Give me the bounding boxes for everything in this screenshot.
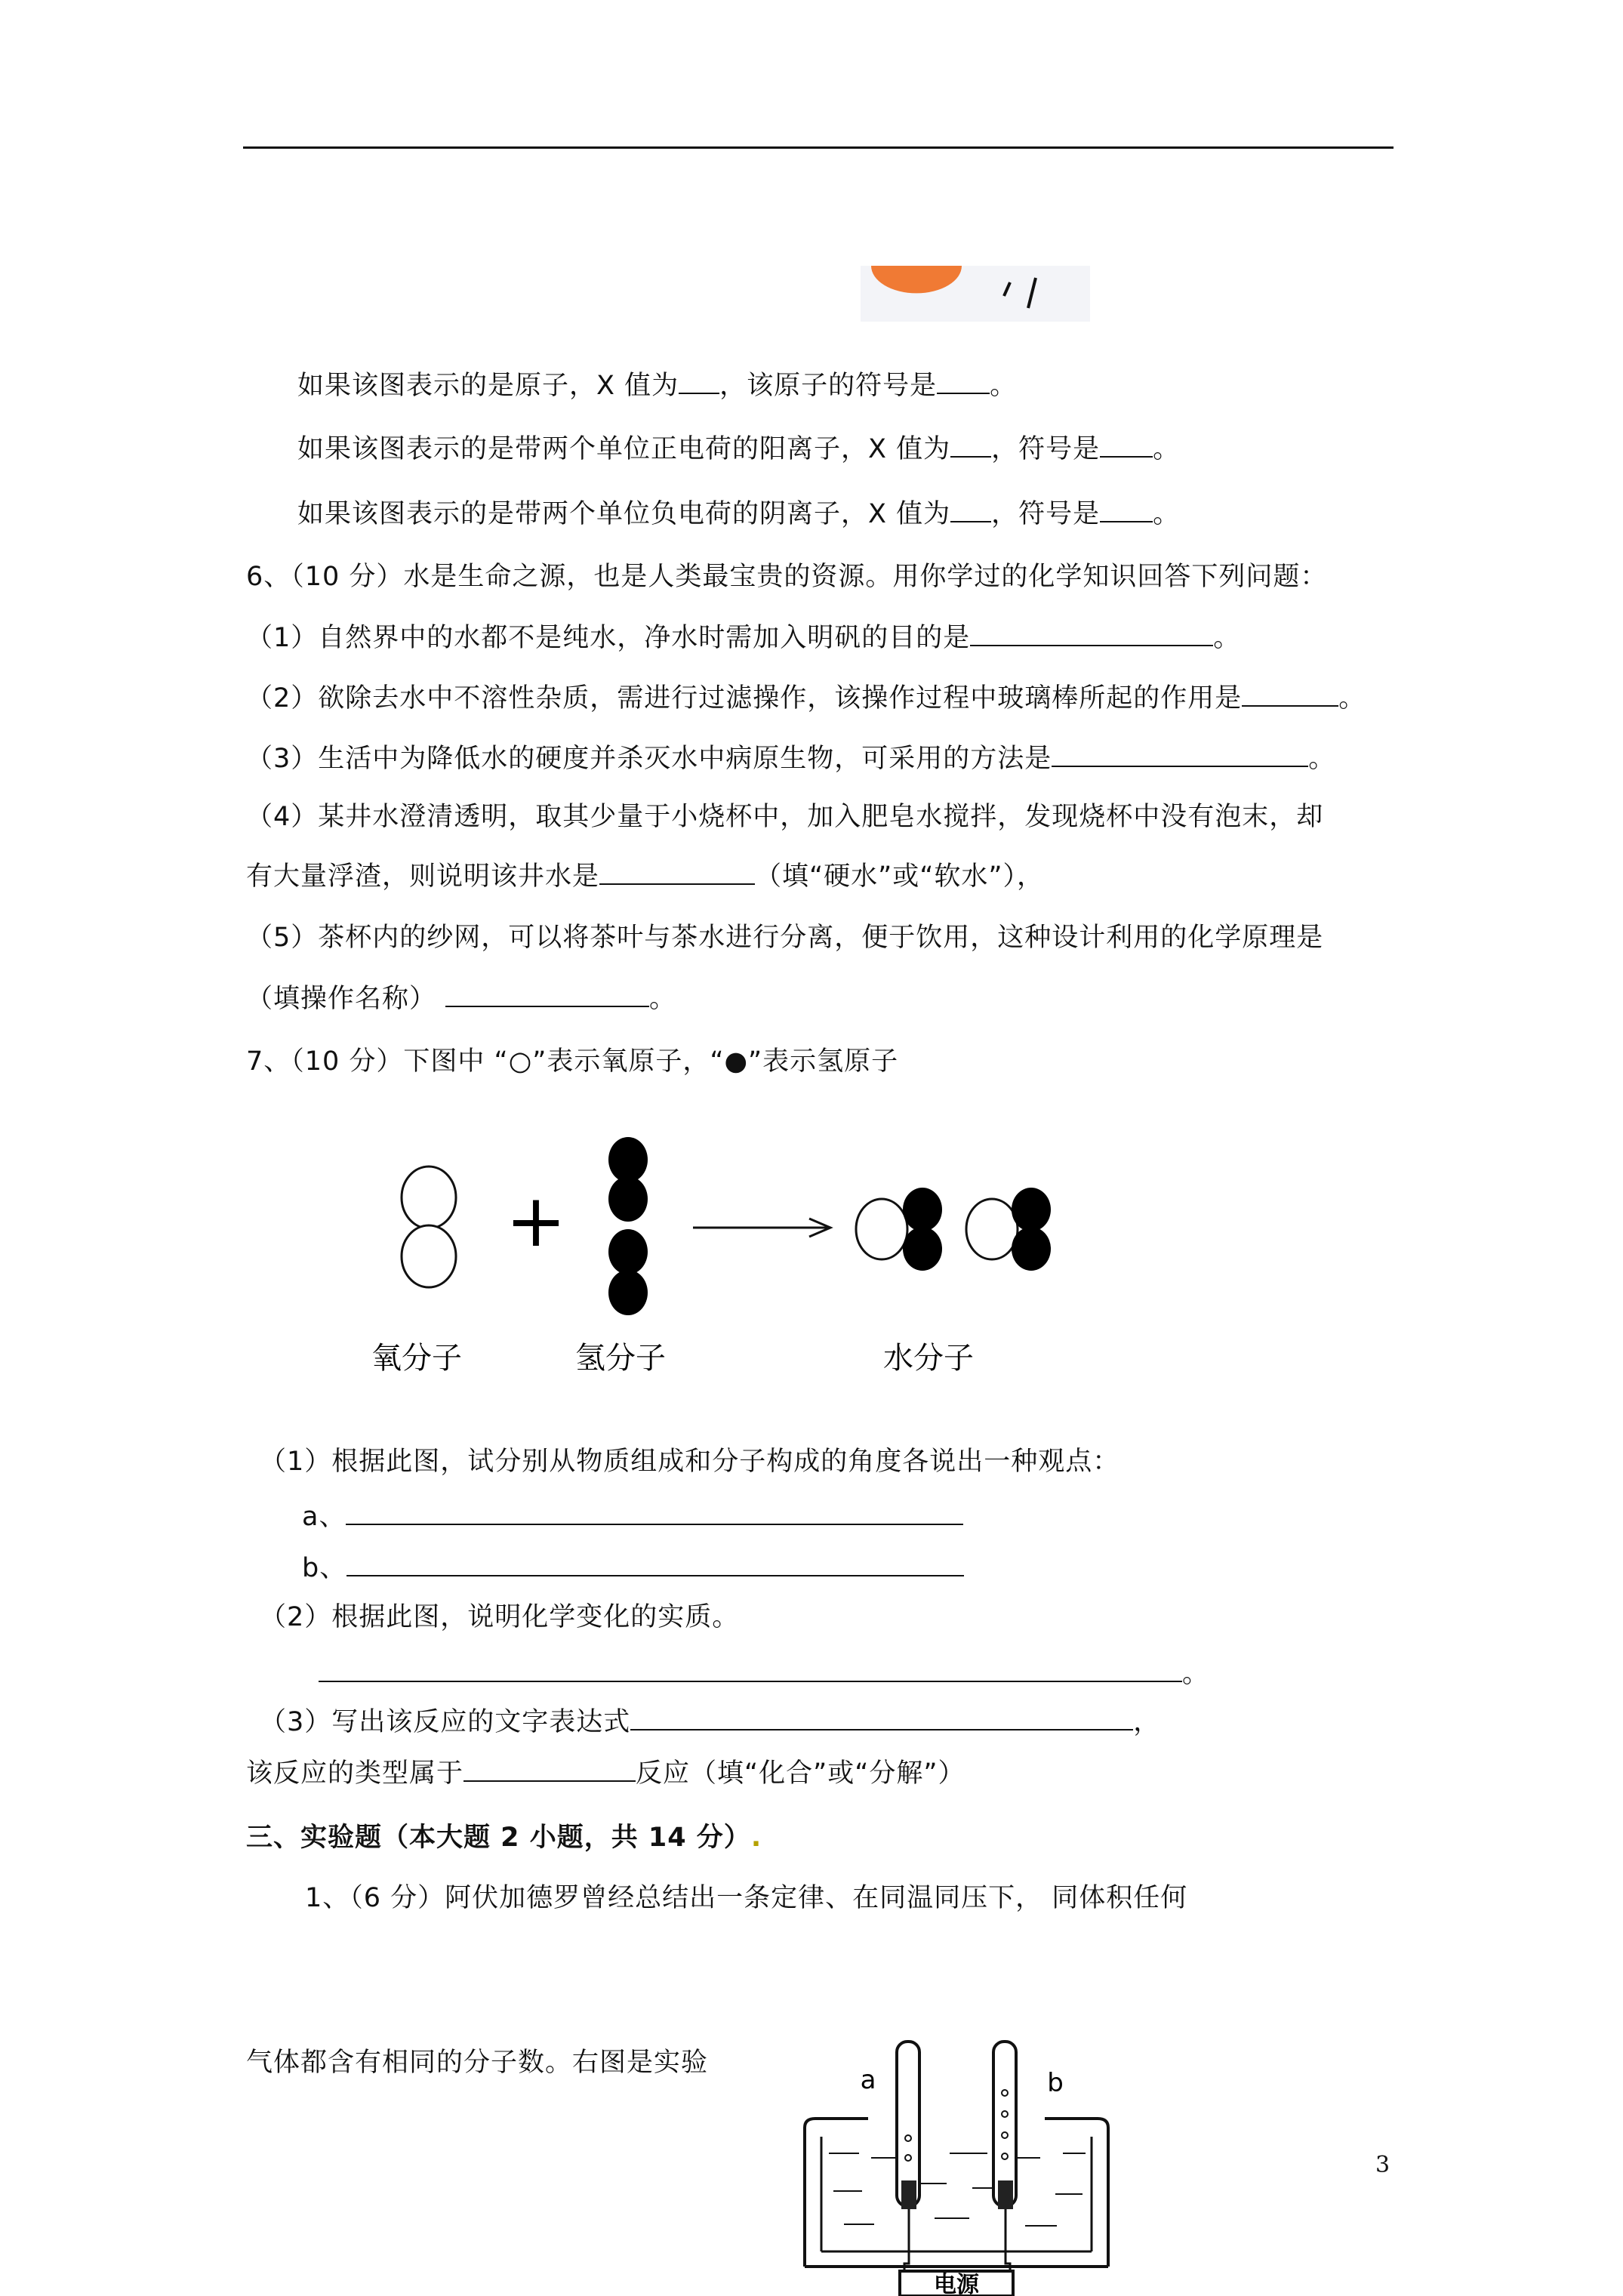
question-line	[246, 858, 1044, 895]
question-line	[246, 980, 676, 1017]
electrolysis-apparatus	[799, 2040, 1116, 2296]
water-molecule	[966, 1188, 1051, 1271]
text: 。	[1182, 1659, 1210, 1689]
answer-blank[interactable]	[630, 1703, 1133, 1730]
text: a、	[302, 1502, 346, 1532]
hydrogen-atom	[608, 1176, 648, 1222]
hydrogen-atom	[608, 1137, 648, 1182]
answer-blank[interactable]	[937, 367, 990, 394]
text: （2）欲除去水中不溶性杂质，需进行过滤操作，该操作过程中玻璃棒所起的作用是	[246, 683, 1243, 713]
hydrogen-atom	[903, 1227, 942, 1271]
page-number: 3	[1375, 2152, 1390, 2178]
question-line	[297, 495, 1180, 532]
answer-blank[interactable]	[319, 1655, 1182, 1682]
oxygen-atom	[402, 1166, 456, 1228]
text: 。	[990, 371, 1018, 401]
oxygen-atom	[402, 1225, 456, 1287]
text: （填操作名称）	[246, 984, 437, 1014]
text: 。	[1213, 623, 1241, 653]
answer-blank[interactable]	[950, 495, 991, 522]
oxygen-molecule	[402, 1166, 456, 1287]
answer-blank[interactable]	[1052, 740, 1308, 767]
text: ，	[1133, 1707, 1161, 1737]
text: 如果该图表示的是带两个单位正电荷的阳离子，X 值为	[297, 434, 951, 464]
wire	[901, 2209, 909, 2280]
question-7-title: 7、（10 分）下图中 “○”表示氧原子，“●”表示氢原子	[246, 1046, 899, 1077]
section-heading	[246, 1820, 762, 1856]
text: 。	[1338, 683, 1366, 713]
text: ，该原子的符号是	[719, 371, 938, 401]
answer-blank[interactable]	[1100, 430, 1153, 458]
reaction-diagram	[347, 1125, 1072, 1382]
water-molecule-label: 水分子	[883, 1341, 974, 1376]
tube-a-label: a	[860, 2065, 876, 2095]
tube-b-label: b	[1047, 2068, 1064, 2098]
hydrogen-molecule	[608, 1229, 648, 1315]
text: 如果该图表示的是原子，X 值为	[297, 371, 679, 401]
header-rule	[243, 146, 1394, 149]
plus-sign: +	[505, 1179, 567, 1263]
wire	[1006, 2209, 1010, 2280]
question-line: （5）茶杯内的纱网，可以将茶叶与茶水进行分离，便于饮用，这种设计利用的化学原理是	[246, 923, 1324, 953]
question-line	[246, 680, 1366, 717]
question-line: 1、（6 分）阿伏加德罗曾经总结出一条定律、在同温同压下， 同体积任何	[305, 1883, 1188, 1913]
text: 有大量浮渣，则说明该井水是	[246, 861, 600, 892]
question-line	[319, 1655, 1209, 1692]
question-line: （1）根据此图，试分别从物质组成和分子构成的角度各说出一种观点：	[260, 1447, 1120, 1477]
answer-blank[interactable]	[1100, 495, 1153, 522]
question-line	[297, 367, 1017, 404]
power-source-label: 电源	[934, 2272, 979, 2296]
text: 。	[1308, 744, 1336, 774]
question-line	[246, 1755, 965, 1792]
text: 该反应的类型属于	[246, 1758, 464, 1789]
question-6-title: 6、（10 分）水是生命之源，也是人类最宝贵的资源。用你学过的化学知识回答下列问题：	[246, 562, 1328, 592]
electrode-b	[998, 2180, 1013, 2209]
reaction-arrow	[693, 1219, 830, 1237]
text: （3）写出该反应的文字表达式	[260, 1707, 631, 1737]
hydrogen-molecule	[608, 1137, 648, 1222]
answer-blank[interactable]	[1242, 680, 1338, 707]
question-line: （2）根据此图，说明化学变化的实质。	[260, 1602, 740, 1632]
text: （填“硬水”或“软水”），	[755, 861, 1045, 892]
text: ，符号是	[991, 499, 1101, 529]
text: b、	[302, 1553, 347, 1583]
oxygen-atom	[856, 1199, 907, 1259]
oxygen-atom	[966, 1199, 1018, 1259]
text: ，符号是	[991, 434, 1101, 464]
answer-blank[interactable]	[599, 858, 755, 885]
answer-blank[interactable]	[346, 1549, 964, 1576]
text: 如果该图表示的是带两个单位负电荷的阴离子，X 值为	[297, 499, 951, 529]
text: 反应（填“化合”或“分解”）	[636, 1758, 965, 1789]
hydrogen-atom	[608, 1270, 648, 1315]
question-line	[297, 430, 1180, 467]
text: 。	[1153, 499, 1181, 529]
hydrogen-atom	[1012, 1188, 1051, 1231]
text: 。	[1153, 434, 1181, 464]
hydrogen-atom	[1012, 1227, 1051, 1271]
trough-wall	[805, 2119, 868, 2267]
question-line	[302, 1549, 964, 1586]
water-surface	[829, 2153, 1086, 2226]
hydrogen-molecule-label: 氢分子	[575, 1341, 666, 1376]
oxygen-molecule-label: 氧分子	[371, 1341, 462, 1376]
text: 。	[649, 984, 677, 1014]
question-line	[246, 740, 1335, 777]
answer-blank[interactable]	[346, 1498, 963, 1525]
question-line: 气体都含有相同的分子数。右图是实验	[246, 2048, 709, 2078]
electrode-a	[901, 2180, 916, 2209]
hydrogen-atom	[608, 1229, 648, 1274]
answer-blank[interactable]	[463, 1755, 636, 1782]
water-molecule	[856, 1188, 942, 1271]
question-line: （4）某井水澄清透明，取其少量于小烧杯中，加入肥皂水搅拌，发现烧杯中没有泡末，却	[246, 802, 1324, 832]
hydrogen-atom	[903, 1188, 942, 1231]
answer-blank[interactable]	[950, 430, 991, 458]
question-line	[260, 1703, 1160, 1740]
trough-wall	[1045, 2119, 1108, 2267]
text: .	[750, 1823, 762, 1853]
text: （1）自然界中的水都不是纯水，净水时需加入明矾的目的是	[246, 623, 971, 653]
text: （3）生活中为降低水的硬度并杀灭水中病原生物，可采用的方法是	[246, 744, 1052, 774]
answer-blank[interactable]	[445, 980, 649, 1007]
question-line	[246, 619, 1240, 656]
question-line	[302, 1498, 963, 1535]
answer-blank[interactable]	[679, 367, 719, 394]
answer-blank[interactable]	[970, 619, 1213, 646]
atom-structure-fragment	[861, 266, 1090, 322]
text: 三、实验题（本大题 2 小题，共 14 分）	[246, 1823, 751, 1853]
